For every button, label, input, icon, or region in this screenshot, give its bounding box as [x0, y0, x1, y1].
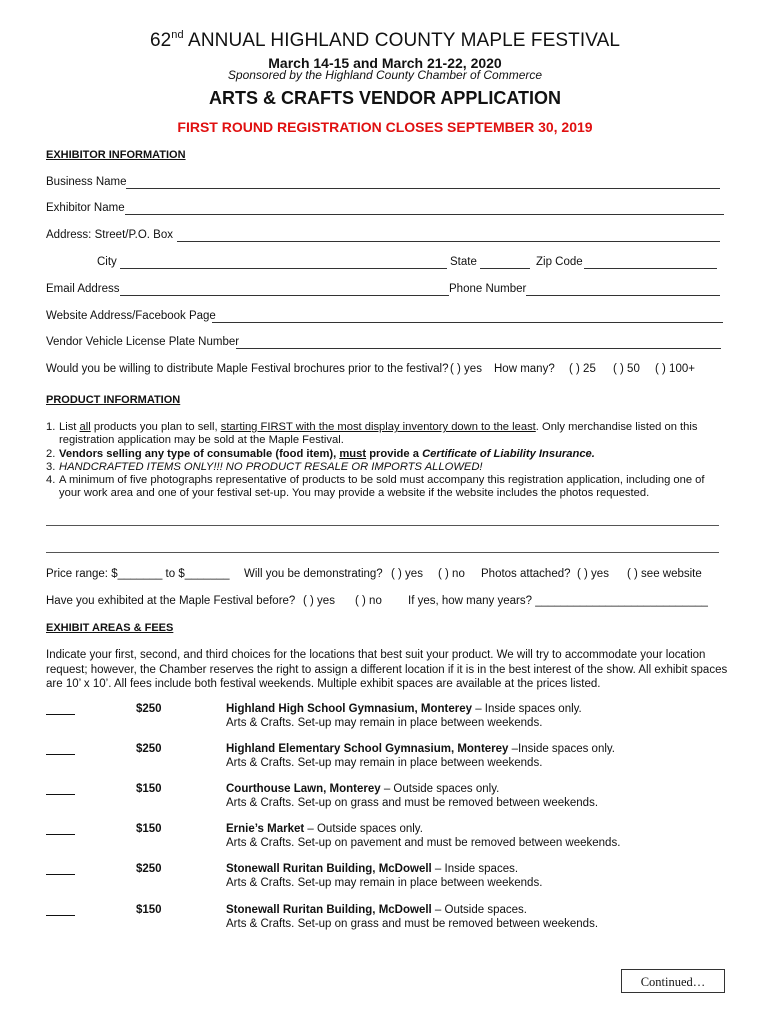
brochure-how-many-label: How many?	[494, 363, 555, 375]
choice-rank-field[interactable]	[46, 903, 75, 916]
demonstrating-question: Will you be demonstrating?	[244, 568, 383, 580]
exhibitor-name-row	[46, 202, 726, 218]
instruction-1-all: all	[79, 421, 91, 433]
instruction-1-text-c: . Only merchandise listed on this registration application may be sold at the Maple Festival.	[59, 421, 698, 447]
business-name-label: Business Name	[46, 176, 127, 188]
location-detail: – Outside spaces.	[431, 904, 527, 916]
instruction-1-emphasis: starting FIRST with the most display inventory down to the least	[220, 421, 536, 433]
fee-price: $250	[136, 703, 162, 715]
fee-description	[226, 742, 726, 770]
email-label: Email Address	[46, 283, 120, 295]
exhibitor-name-field[interactable]	[125, 214, 724, 215]
fee-option	[46, 862, 736, 892]
fee-option	[46, 702, 736, 732]
exhibitor-info-heading: EXHIBITOR INFORMATION	[46, 149, 186, 161]
product-instructions	[46, 421, 726, 501]
festival-title	[0, 30, 770, 52]
brochure-row	[46, 363, 726, 379]
license-plate-label: Vendor Vehicle License Plate Number	[46, 336, 240, 348]
exhibited-yes-option[interactable]: ( ) yes	[303, 595, 335, 607]
choice-rank-field[interactable]	[46, 862, 75, 875]
price-range-field[interactable]: Price range: $_______ to $_______	[46, 568, 230, 580]
years-exhibited-field[interactable]: If yes, how many years? ___________________________	[408, 595, 708, 607]
location-note: Arts & Crafts. Set-up may remain in place between weekends.	[226, 757, 543, 769]
location-note: Arts & Crafts. Set-up on grass and must be removed between weekends.	[226, 918, 599, 930]
continued-box: Continued…	[621, 969, 725, 993]
choice-rank-field[interactable]	[46, 702, 75, 715]
address-row	[46, 229, 726, 245]
instruction-2-certificate: Certificate of Liability Insurance.	[422, 447, 595, 460]
brochure-50-option[interactable]: ( ) 50	[613, 363, 640, 375]
fee-option	[46, 742, 736, 772]
location-name: Stonewall Ruritan Building, McDowell	[226, 863, 432, 875]
instruction-3-text: HANDCRAFTED ITEMS ONLY!!! NO PRODUCT RESALE OR IMPORTS ALLOWED!	[59, 460, 483, 473]
product-info-heading: PRODUCT INFORMATION	[46, 394, 181, 406]
exhibited-before-question: Have you exhibited at the Maple Festival before?	[46, 595, 296, 607]
sponsor-line: Sponsored by the Highland County Chamber of Commerce	[227, 68, 543, 82]
location-name: Stonewall Ruritan Building, McDowell	[226, 904, 432, 916]
address-label: Address: Street/P.O. Box	[46, 229, 173, 241]
fee-description	[226, 822, 726, 850]
fee-option	[46, 822, 736, 852]
instruction-3	[46, 461, 726, 474]
business-name-row	[46, 176, 726, 192]
fee-price: $150	[136, 783, 162, 795]
festival-dates: March 14-15 and March 21-22, 2020	[268, 55, 502, 71]
instruction-1-text-a: List	[59, 421, 80, 433]
title-text: ANNUAL HIGHLAND COUNTY MAPLE FESTIVAL	[183, 30, 621, 51]
location-name: Ernie’s Market	[226, 823, 305, 835]
demonstrating-no-option[interactable]: ( ) no	[438, 568, 465, 580]
location-detail: – Inside spaces.	[431, 863, 519, 875]
location-detail: – Outside spaces only.	[380, 783, 500, 795]
instruction-2-must: must	[339, 447, 367, 460]
state-label: State	[450, 256, 477, 268]
fee-price: $150	[136, 904, 162, 916]
location-detail: – Inside spaces only.	[472, 703, 582, 715]
exhibit-areas-intro: Indicate your first, second, and third choices for the locations that best suit your product. We will try to accommodate your location request; however, the Chamber reserves the right to assign a different location if it is in the best interest of the show. All exhibit spaces are 10’ x 10’. All fees include both festival weekends. Multiple exhibit spaces are available at the prices listed.	[46, 649, 728, 690]
fee-description	[226, 782, 726, 810]
zip-field[interactable]	[584, 268, 717, 269]
instruction-2-number: 2.	[46, 447, 56, 460]
email-field[interactable]	[120, 295, 449, 296]
fee-price: $250	[136, 743, 162, 755]
instruction-2-text-b: provide a	[366, 447, 423, 460]
license-plate-row	[46, 336, 726, 352]
fee-description	[226, 862, 726, 890]
brochure-question: Would you be willing to distribute Maple Festival brochures prior to the festival?	[46, 363, 449, 375]
street-address-field[interactable]	[177, 241, 720, 242]
instruction-1-number: 1.	[46, 421, 56, 433]
location-detail: –Inside spaces only.	[508, 743, 615, 755]
state-field[interactable]	[480, 268, 530, 269]
location-detail: – Outside spaces only.	[304, 823, 423, 835]
website-field[interactable]	[212, 322, 723, 323]
brochure-25-option[interactable]: ( ) 25	[569, 363, 596, 375]
city-state-zip-row	[46, 256, 726, 272]
see-website-option[interactable]: ( ) see website	[627, 568, 702, 580]
choice-rank-field[interactable]	[46, 822, 75, 835]
exhibited-no-option[interactable]: ( ) no	[355, 595, 382, 607]
location-note: Arts & Crafts. Set-up may remain in place between weekends.	[226, 717, 543, 729]
exhibitor-name-label: Exhibitor Name	[46, 202, 125, 214]
business-name-field[interactable]	[126, 188, 720, 189]
product-list-line-1[interactable]	[46, 525, 719, 526]
photos-yes-option[interactable]: ( ) yes	[577, 568, 609, 580]
fee-description	[226, 903, 726, 931]
license-plate-field[interactable]	[236, 348, 721, 349]
instruction-4-number: 4.	[46, 474, 56, 487]
fee-option	[46, 903, 736, 933]
website-row	[46, 310, 726, 326]
instruction-3-number: 3.	[46, 460, 56, 473]
instruction-1	[46, 421, 726, 448]
product-list-line-2[interactable]	[46, 552, 719, 553]
fee-description	[226, 702, 726, 730]
choice-rank-field[interactable]	[46, 742, 75, 755]
fee-price: $150	[136, 823, 162, 835]
phone-label: Phone Number	[449, 283, 527, 295]
instruction-2	[46, 448, 726, 461]
exhibit-areas-heading: EXHIBIT AREAS & FEES	[46, 622, 174, 634]
brochure-yes-option[interactable]: ( ) yes	[450, 363, 482, 375]
location-note: Arts & Crafts. Set-up may remain in place between weekends.	[226, 877, 543, 889]
website-label: Website Address/Facebook Page	[46, 310, 216, 322]
brochure-100-option[interactable]: ( ) 100+	[655, 363, 695, 375]
fee-price: $250	[136, 863, 162, 875]
email-phone-row	[46, 283, 726, 299]
instruction-4	[46, 474, 726, 501]
choice-rank-field[interactable]	[46, 782, 75, 795]
location-note: Arts & Crafts. Set-up on pavement and must be removed between weekends.	[226, 837, 621, 849]
location-name: Highland High School Gymnasium, Monterey	[226, 703, 472, 715]
city-label: City	[97, 256, 117, 268]
demonstrating-yes-option[interactable]: ( ) yes	[391, 568, 423, 580]
location-note: Arts & Crafts. Set-up on grass and must be removed between weekends.	[226, 797, 599, 809]
location-name: Courthouse Lawn, Monterey	[226, 783, 381, 795]
instruction-2-text-a: Vendors selling any type of consumable (food item),	[59, 447, 340, 460]
photos-attached-question: Photos attached?	[481, 568, 571, 580]
registration-deadline: FIRST ROUND REGISTRATION CLOSES SEPTEMBER 30, 2019	[177, 119, 593, 135]
fee-option	[46, 782, 736, 812]
instruction-4-text: A minimum of five photographs representative of products to be sold must accompany this registration application, including one of your work area and one of your festival set-up. You may provide a website if the website includes the photos requested.	[59, 474, 705, 500]
application-title: ARTS & CRAFTS VENDOR APPLICATION	[208, 88, 561, 108]
location-name: Highland Elementary School Gymnasium, Monterey	[226, 743, 509, 755]
city-field[interactable]	[120, 268, 447, 269]
phone-field[interactable]	[526, 295, 720, 296]
instruction-1-text-b: products you plan to sell,	[90, 421, 221, 433]
title-ordinal: nd	[171, 29, 184, 41]
title-number: 62	[149, 30, 172, 51]
zip-label: Zip Code	[536, 256, 583, 268]
